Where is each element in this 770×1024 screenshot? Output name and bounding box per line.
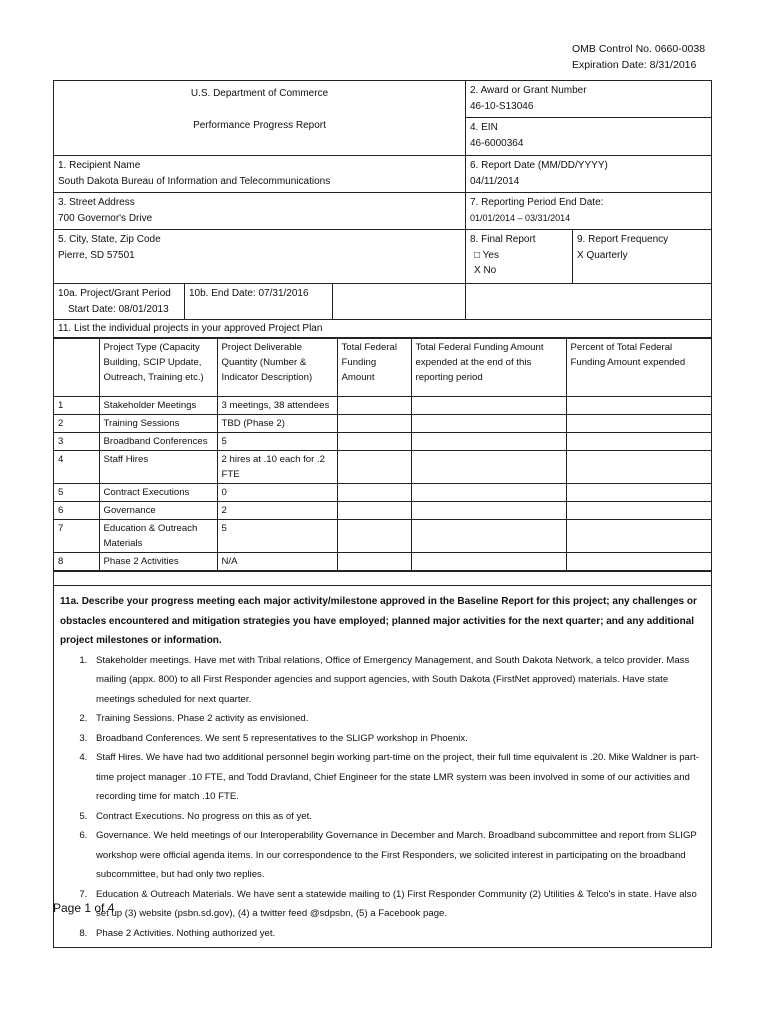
page-number: Page 1 of 4 — [53, 901, 115, 915]
project-type: Governance — [99, 502, 217, 520]
frequency-label: 9. Report Frequency — [577, 234, 669, 245]
progress-item: 1. Stakeholder meetings. Have met with Tribal relations, Office of Emergency Management, and South Dakota Network, a telco provider. Mass mailing (appx. 800) to all First Responder agencies and support agencies, with South Dakota (FirstNet approved) materials. Have state meetings scheduled for next quarter. — [90, 651, 705, 710]
progress-item: 8. Phase 2 Activities. Nothing authorized yet. — [90, 924, 705, 944]
project-type: Stakeholder Meetings — [99, 397, 217, 415]
row-number: 6 — [54, 502, 99, 520]
deliverable-qty: TBD (Phase 2) — [217, 415, 337, 433]
percent-expended — [566, 502, 711, 520]
street-label: 3. Street Address — [58, 197, 135, 208]
table-row — [54, 553, 711, 571]
progress-description — [54, 586, 711, 947]
project-type: Contract Executions — [99, 484, 217, 502]
funding-expended — [411, 415, 566, 433]
blank-cell-1 — [332, 284, 465, 319]
progress-item: 6. Governance. We held meetings of our Interoperability Governance in December and March. Broadband subcommittee and report from SLIGP workshop were official agenda items. In our correspondence to the First Responders, we solicited interest in participating on the broadband subcommittee, but had only two replies. — [90, 826, 705, 885]
percent-expended — [566, 520, 711, 553]
recipient-name-cell — [54, 156, 465, 192]
report-title: Performance Progress Report — [193, 119, 326, 131]
col-header-qty: Project Deliverable Quantity (Number & Indicator Description) — [217, 339, 337, 397]
progress-item: 4. Staff Hires. We have had two additional personnel begin working part-time on the project, their full time equivalent is .20. Mike Waldner is part-time project manager .10 FTE, and Todd Dravland, Chief Engineer for the state LMR system was been involved in some of our activities and recording time for match .10 FTE. — [90, 748, 705, 807]
frequency-cell — [572, 230, 711, 283]
row-number: 5 — [54, 484, 99, 502]
deliverable-qty: N/A — [217, 553, 337, 571]
col-header-funding: Total Federal Funding Amount — [337, 339, 411, 397]
progress-intro: 11a. Describe your progress meeting each major activity/milestone approved in the Baseline Report for this project; any challenges or obstacles encountered and mitigation strategies you have employed; planned major activities for the next quarter; and any additional project milestones or information. — [60, 596, 697, 646]
report-date-label: 6. Report Date (MM/DD/YYYY) — [470, 160, 608, 171]
final-report-label: 8. Final Report — [470, 234, 536, 245]
street-value: 700 Governor's Drive — [58, 212, 153, 224]
grant-period-label: 10a. Project/Grant Period — [58, 288, 171, 299]
project-type: Staff Hires — [99, 451, 217, 484]
funding-amount — [337, 502, 411, 520]
recipient-name-label: 1. Recipient Name — [58, 160, 141, 171]
table-row — [54, 397, 711, 415]
row-number: 8 — [54, 553, 99, 571]
percent-expended — [566, 553, 711, 571]
col-header-type: Project Type (Capacity Building, SCIP Update, Outreach, Training etc.) — [99, 339, 217, 397]
projects-table — [54, 338, 711, 571]
agency-name: U.S. Department of Commerce — [190, 88, 329, 99]
table-row — [54, 451, 711, 484]
award-value: 46-10-S13046 — [470, 100, 534, 112]
omb-info — [572, 41, 705, 73]
row-number: 1 — [54, 397, 99, 415]
funding-expended — [411, 502, 566, 520]
funding-amount — [337, 484, 411, 502]
funding-expended — [411, 433, 566, 451]
project-type: Education & Outreach Materials — [99, 520, 217, 553]
deliverable-qty: 2 — [217, 502, 337, 520]
percent-expended — [566, 415, 711, 433]
form-header-row — [54, 81, 711, 156]
deliverable-qty: 5 — [217, 520, 337, 553]
deliverable-qty: 3 meetings, 38 attendees — [217, 397, 337, 415]
omb-expiration-date: Expiration Date: 8/31/2016 — [572, 59, 697, 71]
award-label: 2. Award or Grant Number — [470, 85, 587, 96]
funding-amount — [337, 433, 411, 451]
recipient-name-value: South Dakota Bureau of Information and Telecommunications — [58, 175, 331, 187]
city-cell — [54, 230, 465, 283]
funding-amount — [337, 520, 411, 553]
funding-amount — [337, 415, 411, 433]
row-number: 2 — [54, 415, 99, 433]
start-date-value: Start Date: 08/01/2013 — [68, 303, 169, 315]
report-date-cell — [465, 156, 711, 192]
progress-item: 3. Broadband Conferences. We sent 5 representatives to the SLIGP workshop in Phoenix. — [90, 729, 705, 749]
col-header-expended: Total Federal Funding Amount expended at the end of this reporting period — [411, 339, 566, 397]
progress-list — [60, 651, 705, 944]
omb-control-number: OMB Control No. 0660-0038 — [572, 43, 706, 55]
recipient-row — [54, 156, 711, 193]
projects-heading-row — [54, 320, 711, 338]
funding-expended — [411, 520, 566, 553]
agency-cell — [54, 81, 465, 155]
city-row — [54, 230, 711, 284]
city-value: Pierre, SD 57501 — [58, 249, 135, 261]
spacer-row — [54, 572, 711, 586]
percent-expended — [566, 433, 711, 451]
ein-box — [466, 118, 711, 153]
row-number: 7 — [54, 520, 99, 553]
progress-item: 5. Contract Executions. No progress on this as of yet. — [90, 807, 705, 827]
projects-heading: 11. List the individual projects in your approved Project Plan — [58, 323, 323, 334]
percent-expended — [566, 451, 711, 484]
funding-expended — [411, 553, 566, 571]
project-type: Phase 2 Activities — [99, 553, 217, 571]
award-box — [466, 81, 711, 118]
projects-table-wrapper — [54, 338, 711, 572]
funding-amount — [337, 451, 411, 484]
projects-header-row — [54, 339, 711, 397]
col-header-num — [54, 339, 99, 397]
project-type: Broadband Conferences — [99, 433, 217, 451]
row-number: 3 — [54, 433, 99, 451]
report-date-value: 04/11/2014 — [470, 175, 520, 187]
table-row — [54, 433, 711, 451]
percent-expended — [566, 484, 711, 502]
report-form — [53, 80, 712, 948]
award-ein-cell — [465, 81, 711, 155]
street-row — [54, 193, 711, 230]
funding-expended — [411, 484, 566, 502]
start-date-cell — [54, 284, 184, 319]
table-row — [54, 415, 711, 433]
table-row — [54, 502, 711, 520]
street-cell — [54, 193, 465, 229]
grant-period-row — [54, 284, 711, 320]
row-number: 4 — [54, 451, 99, 484]
deliverable-qty: 5 — [217, 433, 337, 451]
project-type: Training Sessions — [99, 415, 217, 433]
ein-label: 4. EIN — [470, 122, 498, 133]
blank-cell-2 — [465, 284, 711, 319]
period-end-label: 7. Reporting Period End Date: — [470, 197, 604, 208]
period-end-value: 01/01/2014 – 03/31/2014 — [470, 212, 571, 223]
final-report-cell — [465, 230, 572, 283]
col-header-percent: Percent of Total Federal Funding Amount expended — [566, 339, 711, 397]
table-row — [54, 484, 711, 502]
funding-amount — [337, 397, 411, 415]
frequency-value: X Quarterly — [577, 249, 628, 261]
end-date-label: 10b. End Date: 07/31/2016 — [189, 288, 309, 299]
ein-value: 46-6000364 — [470, 137, 524, 149]
table-row — [54, 520, 711, 553]
final-report-yes: □ Yes — [474, 249, 499, 261]
funding-expended — [411, 451, 566, 484]
funding-amount — [337, 553, 411, 571]
city-label: 5. City, State, Zip Code — [58, 234, 161, 245]
period-end-cell — [465, 193, 711, 229]
deliverable-qty: 0 — [217, 484, 337, 502]
end-date-cell — [184, 284, 332, 319]
percent-expended — [566, 397, 711, 415]
progress-item: 2. Training Sessions. Phase 2 activity as envisioned. — [90, 709, 705, 729]
progress-item: 7. Education & Outreach Materials. We have sent a statewide mailing to (1) First Responder Community (2) Utilities & Telco's in state. Have also set up (3) website (psbn.sd.gov), (4) a twitter feed @sdpsbn, (5) a Facebook page. — [90, 885, 705, 924]
final-report-no: X No — [474, 265, 497, 276]
funding-expended — [411, 397, 566, 415]
deliverable-qty: 2 hires at .10 each for .2 FTE — [217, 451, 337, 484]
